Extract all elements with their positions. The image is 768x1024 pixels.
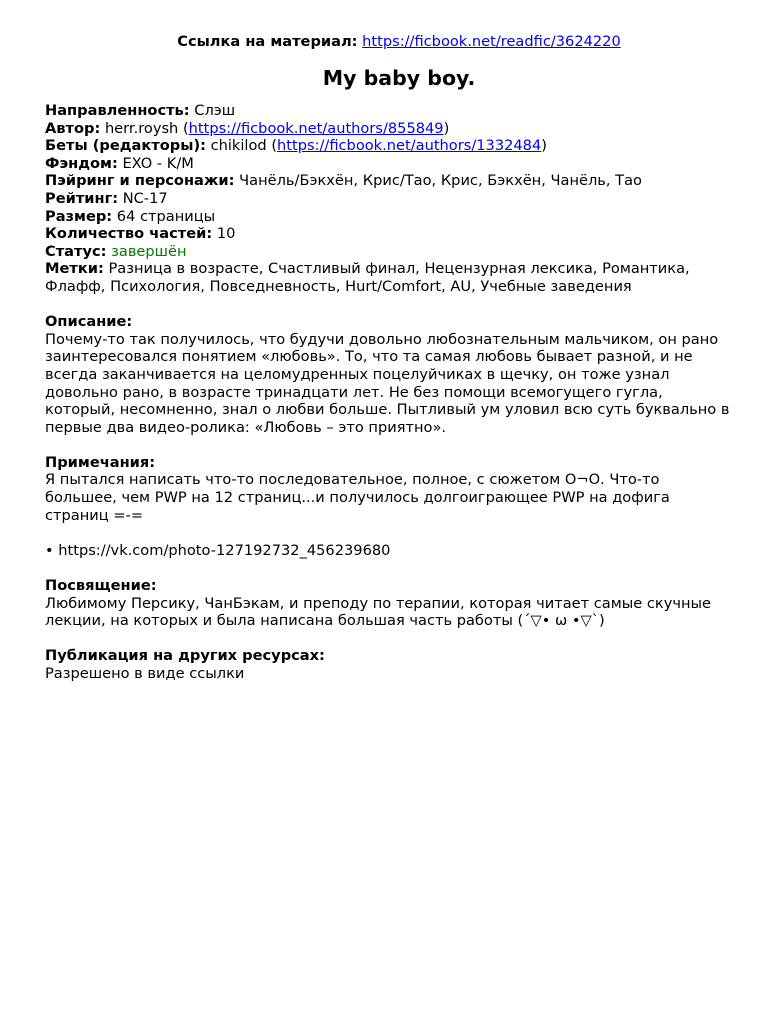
description-text: Почему-то так получилось, что будучи довольно любознательным мальчиком, он рано заинтересовался понятием «любовь». То, что та самая любовь бывает разной, и не всегда заканчивается на целомудренных поцелуйчиках в щечку, он тоже узнал довольно рано, в возрасте тринадцати лет. Не без помощи всемогущего гугла, который, несомненно, знал о любви больше. Пытливый ум уловил всю суть буквально в первые два видео-ролика: «Любовь – это приятно». <box>45 330 730 436</box>
meta-tags-label: Метки: <box>45 260 104 278</box>
source-label: Ссылка на материал: <box>177 33 358 50</box>
meta-size-value: 64 страницы <box>116 207 216 225</box>
work-metadata <box>45 102 735 296</box>
document-content <box>45 31 735 683</box>
publication-section <box>45 647 735 682</box>
meta-pairing-label: Пэйринг и персонажи: <box>45 172 235 190</box>
meta-rating-label: Рейтинг: <box>45 189 119 207</box>
meta-author-paren-open: ( <box>178 119 189 137</box>
meta-pairing <box>45 172 735 190</box>
meta-betas <box>45 137 735 155</box>
meta-betas-paren-open: ( <box>266 137 278 155</box>
meta-direction <box>45 102 735 120</box>
meta-betas-paren-close: ) <box>541 137 547 155</box>
meta-tags <box>45 260 735 295</box>
meta-status-label: Статус: <box>45 242 107 260</box>
dedication-section <box>45 577 735 630</box>
meta-direction-label: Направленность: <box>45 102 190 119</box>
source-line <box>45 31 735 53</box>
meta-betas-label: Беты (редакторы): <box>45 137 206 155</box>
meta-rating-value: NC-17 <box>122 189 168 207</box>
meta-tags-value: Разница в возрасте, Счастливый финал, Нецензурная лексика, Романтика, Флафф, Психология, Повседневность, Hurt/Comfort, AU, Учебные заведения <box>45 260 690 295</box>
meta-fandom <box>45 155 735 173</box>
meta-fandom-label: Фэндом: <box>45 154 118 172</box>
meta-size <box>45 208 735 226</box>
status-badge: завершён <box>111 242 187 260</box>
meta-betas-name: chikilod <box>210 137 267 155</box>
publication-heading: Публикация на других ресурсах: <box>45 647 325 665</box>
meta-author-name: herr.roysh <box>104 119 179 137</box>
meta-author-paren-close: ) <box>443 119 450 137</box>
notes-heading: Примечания: <box>45 453 156 471</box>
meta-parts <box>45 225 735 243</box>
page-title: My baby boy. <box>322 66 476 90</box>
author-profile-link[interactable]: https://ficbook.net/authors/855849 <box>188 119 444 137</box>
meta-pairing-value: Чанёль/Бэкхён, Крис/Тао, Крис, Бэкхён, Чанёль, Тао <box>239 172 642 190</box>
description-heading: Описание: <box>45 313 133 331</box>
notes-spacer <box>45 524 735 542</box>
meta-size-label: Размер: <box>45 207 113 225</box>
meta-direction-value: Слэш <box>194 102 236 119</box>
meta-status <box>45 243 735 261</box>
notes-text: Я пытался написать что-то последовательное, полное, с сюжетом О¬О. Что-то большее, чем PWP на 12 страниц...и получилось долгоиграющее PWP на дофига страниц =-= <box>45 471 670 524</box>
beta-profile-link[interactable]: https://ficbook.net/authors/1332484 <box>277 137 542 155</box>
meta-parts-label: Количество частей: <box>45 225 213 243</box>
meta-rating <box>45 190 735 208</box>
description-section <box>45 313 735 436</box>
notes-link-item: • https://vk.com/photo-127192732_456239680 <box>45 541 391 559</box>
meta-fandom-value: EXO - K/M <box>122 154 194 172</box>
dedication-heading: Посвящение: <box>45 577 157 595</box>
source-link[interactable]: https://ficbook.net/readfic/3624220 <box>362 33 621 50</box>
meta-parts-value: 10 <box>216 225 236 243</box>
notes-section <box>45 454 735 560</box>
publication-text: Разрешено в виде ссылки <box>45 665 245 682</box>
meta-author <box>45 120 735 138</box>
dedication-text: Любимому Персику, ЧанБэкам, и преподу по терапии, которая читает самые скучные лекции, на которых и была написана большая часть работы (´▽• ω •▽`) <box>45 594 712 630</box>
meta-author-label: Автор: <box>45 119 101 137</box>
